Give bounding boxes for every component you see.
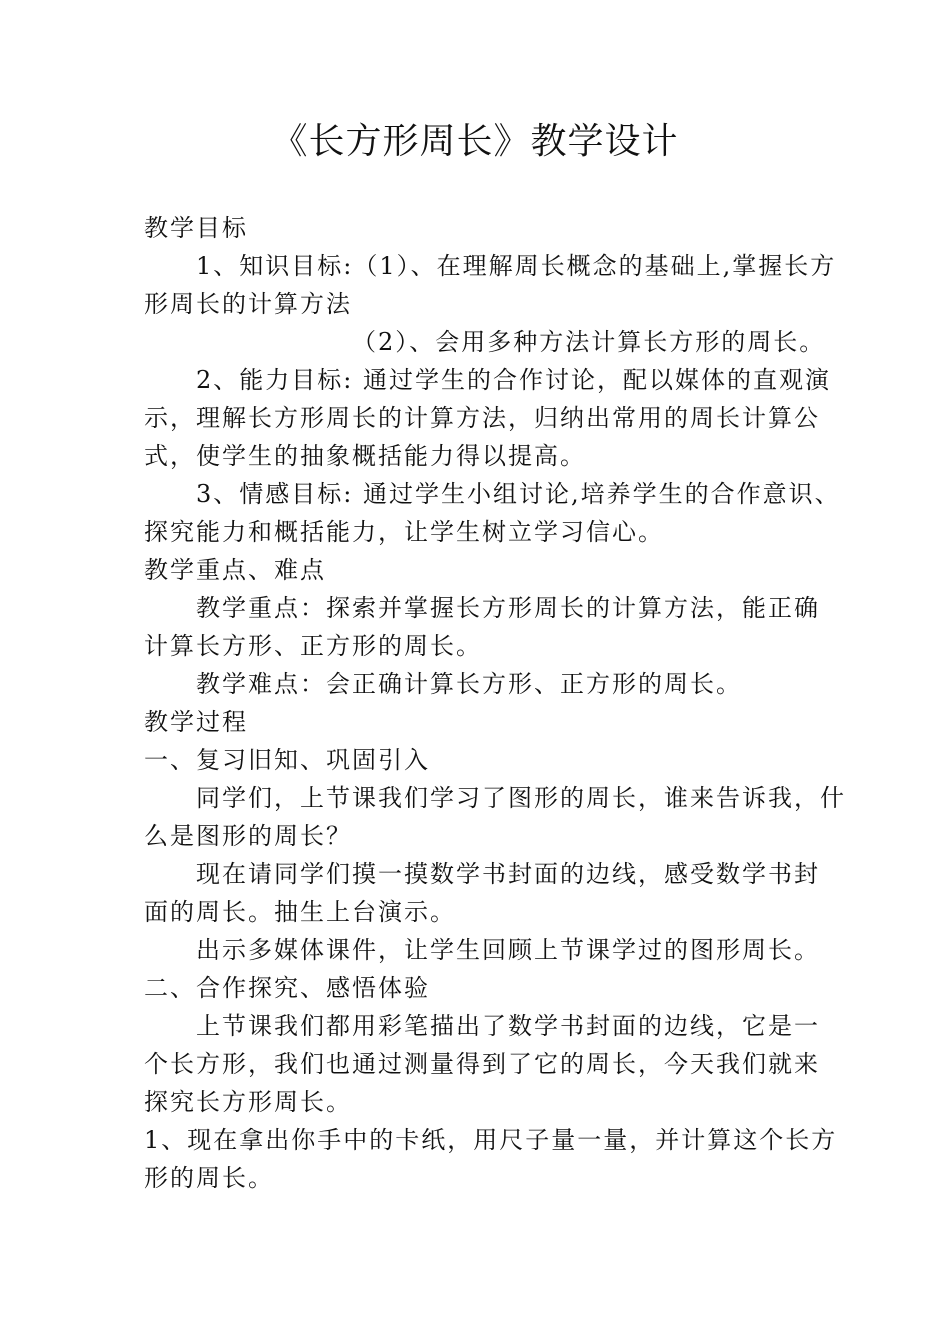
- subsection-heading: 一、复习旧知、巩固引入: [144, 746, 430, 774]
- paragraph-line: 教学重点：探索并掌握长方形周长的计算方法，能正确: [196, 594, 820, 622]
- paragraph-line: 个长方形，我们也通过测量得到了它的周长，今天我们就来: [144, 1050, 820, 1078]
- paragraph-line: 式，使学生的抽象概括能力得以提高。: [144, 442, 586, 470]
- paragraph-line: 上节课我们都用彩笔描出了数学书封面的边线，它是一: [196, 1012, 820, 1040]
- document-title: 《长方形周长》教学设计: [271, 121, 679, 162]
- paragraph-line: 现在请同学们摸一摸数学书封面的边线，感受数学书封: [196, 860, 820, 888]
- paragraph-line: 1、现在拿出你手中的卡纸，用尺子量一量，并计算这个长方: [144, 1126, 838, 1154]
- paragraph-line: 探究能力和概括能力，让学生树立学习信心。: [144, 518, 664, 546]
- paragraph-line: 形周长的计算方法: [144, 290, 352, 318]
- paragraph-line: 形的周长。: [144, 1164, 274, 1192]
- paragraph-line: 示，理解长方形周长的计算方法，归纳出常用的周长计算公: [144, 404, 820, 432]
- paragraph-line: 出示多媒体课件，让学生回顾上节课学过的图形周长。: [196, 936, 820, 964]
- section-heading-process: 教学过程: [144, 708, 248, 736]
- paragraph-line: 1、知识目标:（1）、在理解周长概念的基础上,掌握长方: [196, 252, 837, 280]
- paragraph-line: 探究长方形周长。: [144, 1088, 352, 1116]
- paragraph-line: 同学们，上节课我们学习了图形的周长，谁来告诉我，什: [196, 784, 846, 812]
- subsection-heading: 二、合作探究、感悟体验: [144, 974, 430, 1002]
- paragraph-line: 计算长方形、正方形的周长。: [144, 632, 482, 660]
- paragraph-line: 么是图形的周长？: [144, 822, 352, 850]
- paragraph-line: 面的周长。抽生上台演示。: [144, 898, 456, 926]
- paragraph-line: 3、情感目标: 通过学生小组讨论,培养学生的合作意识、: [196, 480, 841, 508]
- section-heading-objectives: 教学目标: [144, 214, 248, 242]
- paragraph-line: 2、能力目标: 通过学生的合作讨论，配以媒体的直观演: [196, 366, 831, 394]
- paragraph-line: （2）、会用多种方法计算长方形的周长。: [352, 328, 826, 356]
- section-heading-key-points: 教学重点、难点: [144, 556, 326, 584]
- paragraph-line: 教学难点：会正确计算长方形、正方形的周长。: [196, 670, 742, 698]
